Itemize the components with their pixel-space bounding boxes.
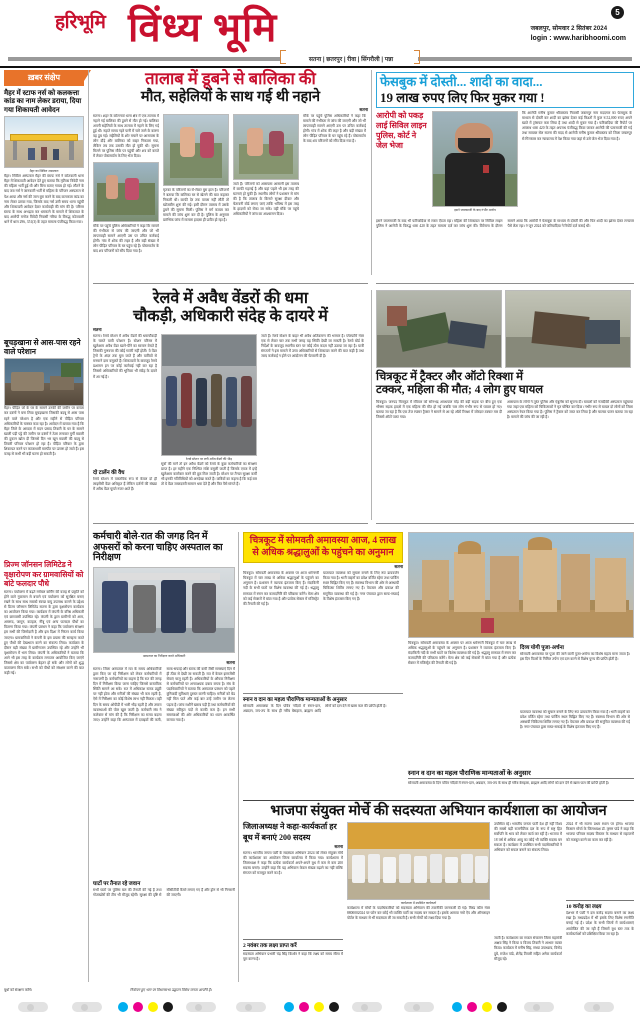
masthead-meta (531, 24, 626, 42)
lead-headline-line2[interactable]: मौत, सहेलियों के साथ गई थी नहाने (140, 89, 321, 106)
hospital-inspection-story (93, 532, 235, 918)
registration-dot-cyan (284, 1002, 294, 1012)
sidebar-divider (88, 70, 89, 982)
facebook-headline-line1[interactable]: फेसबुक में दोस्ती... शादी का वादा... (380, 74, 543, 89)
bjp-col-2: कार्यशाला में मोर्चों के पदाधिकारियों को सदस्यता अभियान की तकनीकी जानकारी दी गई। मिस्ड कॉल नंबर 8800002024 पर फोन कर कोई भी व्यक्ति पार्टी का सदस्य बन सकता है। इसके अलावा नमो ऐप और ऑनलाइन पोर्टल के माध्यम से भी सदस्यता ली जा सकती है। सभी मोर्चों को लक्ष्य दिया गया है। (347, 906, 490, 921)
railway-station-photo (161, 334, 257, 456)
railway-byline: सतना (93, 326, 102, 332)
somvati-col-2: यातायात व्यवस्था को सुचारु बनाने के लिए रूट डायवर्जन किया गया है। भारी वाहनों का प्रवेश वर्जित रहेगा तथा पार्किंग स्थल चिह्नित किए गए हैं। स्वास्थ्य विभाग की ओर से अस्थायी चिकित्सा शिविर लगाए गए हैं। पेयजल और प्रकाश की समुचित व्यवस्था की गई है। नगर पंचायत द्वारा साफ-सफाई के विशेष इंतजाम किए गए हैं। (323, 571, 399, 601)
registration-pill (524, 1002, 554, 1012)
facebook-headline-line2[interactable]: 19 लाख रुपए लिए फिर मुकर गया ! (380, 89, 545, 105)
lead-bottom-rule (93, 283, 368, 284)
facebook-kicker: आरोपी को पकड़ लाई सिविल लाइन पुलिस, कोर्ट ने जेल भेजा (376, 111, 427, 151)
somvati-photo-body: चित्रकूट। सोमवती अमावस्या के अवसर पर आज धर्मनगरी चित्रकूट में चार लाख से अधिक श्रद्धालुओं के पहुंचने का अनुमान है। प्रशासन ने व्यापक इंतजाम किए हैं। मंदाकिनी नदी के सभी घाटों पर विशेष व्यवस्था की गई है। श्रद्धालु रामघाट में स्नान कर कामदगिरि की परिक्रमा करेंगे। मेला क्षेत्र को कई सेक्टरों में बांटा गया है और प्रत्येक सेक्टर में मजिस्ट्रेट की तैनाती की गई है। (408, 641, 516, 666)
bjp-photo-caption: कार्यशाला में उपस्थित कार्यकर्ता (400, 901, 437, 906)
railway-col-2: सूत्रों की मानें तो इन अवैध वेंडरों को रेलवे के कुछ कर्मचारियों का संरक्षण प्राप्त है। हर महीने एक निश्चित राशि वसूली जाती है जिसके एवज में इन्हें खुलेआम कारोबार करने की छूट मिल जाती है। स्टेशन पर तैनात सुरक्षा कर्मी भी इनकी गतिविधियों को अनदेखा करते हैं। यात्रियों का कहना है कि कई बार तो ये वेंडर जबरदस्ती सामान थमा देते हैं और फिर पैसे मांगते हैं। (161, 461, 257, 487)
bjp-subhead-a: 2 नवंबर तक लक्ष्य प्राप्त करें (243, 939, 343, 951)
bjp-membership-story (243, 800, 634, 996)
sidebar-photo-2 (4, 358, 84, 406)
masthead-rule-right (418, 57, 632, 61)
sidebar-headline-3[interactable]: प्रिज्म जॉनसन लिमिटेड ने वृक्षारोपण कर ग्रामवासियों को बांटे फलदार पौधे (4, 560, 84, 588)
facebook-bottom-rule (376, 283, 634, 284)
lead-photo-2 (163, 114, 229, 186)
bracket-left-icon (280, 50, 286, 64)
bracket-right-icon (414, 50, 420, 64)
page-number-badge: 5 (611, 6, 624, 19)
lead-facebook-divider (371, 70, 372, 275)
hospital-right-divider (238, 532, 239, 982)
hospital-subhead: घाटों पर तैनात रहे जवान (93, 880, 141, 887)
hospital-body: सतना। जिला अस्पताल में रात के समय अधिकारियों द्वारा किए जा रहे निरीक्षण को लेकर कर्मचारियों में नाराजगी है। कर्मचारियों का कहना है कि रात की जगह दिन में निरीक्षण किया जाना चाहिए जिससे वास्तविक स्थिति सामने आ सके। रात में अधिकांश स्टाफ ड्यूटी पर नहीं होता और मरीजों की संख्या भी कम रहती है, ऐसे में निरीक्षण का कोई विशेष लाभ नहीं मिलता। वहीं दिन के समय ओपीडी में भारी भीड़ रहती है और तमाम व्यवस्थाओं की पोल खुल जाती है। कर्मचारी संघ ने कलेक्टर से मांग की है कि निरीक्षण का समय बदला जाए। उन्होंने कहा कि अस्पताल में दवाइयों की कमी, साफ-सफाई और स्टाफ की कमी जैसी समस्याएं दिन में ही ठीक से देखी जा सकती हैं। रात में केवल इमरजेंसी सेवाएं चालू रहती हैं। अधिकारियों के औचक निरीक्षण से कर्मचारियों पर अनावश्यक दबाव बनता है। संघ के पदाधिकारियों ने बताया कि अस्पताल प्रबंधन को पहले बुनियादी सुविधाएं दुरुस्त करनी चाहिए। मरीजों को बेड नहीं मिल पाते और कई बार उन्हें जमीन पर लेटना पड़ता है। जांच मशीनें खराब पड़ी हैं तथा कर्मचारियों की संख्या स्वीकृत पदों से काफी कम है। इन सभी समस्याओं की ओर अधिकारियों का ध्यान आकर्षित कराया गया है। (93, 666, 235, 722)
edition-list: सतना | छतरपुर | रीवा | सिंगरौली | पन्ना (308, 57, 394, 63)
footer-note-right: निर्वाचन हुए भाग पर विधानसभा उद्घाटन विरोध जनता आपत्ति है। (130, 987, 212, 992)
somvati-sub-snan-text: सोमवती अमावस्या के दिन पवित्र नदियों में स्नान-दान, अन्नदान, जप-तप के साथ ही गरीब बेसहारा, ब्राह्मण आदि लोगों को दान देने से खास फल की प्राप्ति होती है। (408, 781, 610, 785)
registration-dot-magenta (299, 1002, 309, 1012)
lead-story (93, 70, 368, 314)
sidebar-news-briefs (4, 70, 84, 890)
sidebar-photo-1 (4, 116, 84, 168)
railway-headline-line2[interactable]: चौकड़ी, अधिकारी संदेह के दायरे में (133, 307, 328, 325)
hospital-headline[interactable]: कर्मचारी बोले-रात की जगह दिन में अफसरों को करना चाहिए अस्पताल का निरीक्षण (93, 532, 223, 564)
sidebar-caption-1: मैहर का सिविल अस्पताल (29, 169, 59, 174)
bjp-subhead: जिलाअध्यक्ष ने कहा-कार्यकर्ता हर बूथ में बनाएं 200 सदस्य (243, 822, 337, 842)
bjp-col-4: जाती है। कार्यशाला का सफल संचालन जिला महामंत्री अक्षय सिंह ने किया व विजय तिवारी ने आभार व्यक्त किया। कार्यक्रम में मनीष सिंह, संध्या उपाध्याय, विनोद दुबे, राजेश पांडे, शैलेंद्र तिवारी सहित अनेक कार्यकर्ता मौजूद रहे। (494, 936, 562, 961)
somvati-photo-block (408, 532, 634, 803)
facebook-col-left: इसने जालसाजी के बाद भी फरियादिया से रकम ऐंठता रहा। महिला की शिकायत पर सिविल लाइन पुलिस ने आरोपी के विरुद्ध धारा 420 के तहत मामला दर्ज कर जांच शुरू की। विवेचना के दौरान सामने आया कि आरोपी ने फेसबुक के माध्यम से दोस्ती की और फिर शादी का झांसा देकर लगातार पैसे लेता रहा। 9 जून 2024 को फरियादिया ने रिपोर्ट दर्ज कराई थी। (376, 219, 634, 229)
somvati-headline-box (243, 532, 403, 563)
railway-headline-line1[interactable]: रेलवे में अवैध वेंडरों की धमा (153, 290, 308, 307)
registration-pill (584, 1002, 614, 1012)
somvati-sub-snan: स्नान व दान का महत्व पौराणिक मान्यताओं के अनुसार (408, 768, 634, 779)
registration-pill (186, 1002, 216, 1012)
footer-note-left: बूथों को संरक्षण करेंगे। (4, 987, 33, 992)
lead-photo-1 (93, 162, 159, 222)
registration-dot-black (163, 1002, 173, 1012)
railway-photo-caption: रेलवे स्टेशन पर लगी अवैध वेंडरों की भीड़ (186, 456, 232, 461)
facebook-photo-caption: इसने जालसाजी के बाद गंभीर आरोप (454, 208, 496, 213)
registration-pill (236, 1002, 266, 1012)
registration-dot-black (497, 1002, 507, 1012)
bjp-col-1: सतना। भारतीय जनता पार्टी के सदस्यता अभियान 2024 को लेकर संयुक्त मोर्चे की कार्यशाला का आयोजन जिला कार्यालय में किया गया। कार्यशाला में जिलाध्यक्ष ने कहा कि प्रत्येक कार्यकर्ता अपने-अपने बूथ में कम से कम 200 सदस्य बनाएं। उन्होंने कहा कि यह अभियान केवल संख्या बढ़ाने का नहीं बल्कि संगठन को मजबूत करने का है। (243, 851, 343, 876)
lead-photo-3 (233, 114, 299, 180)
registration-dot-yellow (148, 1002, 158, 1012)
railway-vendors-story (93, 290, 368, 531)
registration-dot-cyan (452, 1002, 462, 1012)
facebook-headline-box (376, 72, 634, 108)
somvati-side-head: दिव्य योगी पूजा-अर्चना (520, 645, 564, 651)
publication-date: जबलपुर, सोमवार 2 सितंबर 2024 (530, 26, 608, 32)
registration-pill (72, 1002, 102, 1012)
cmyk-registration-bar (0, 999, 640, 1015)
accident-col-2: आसपास के लोगों ने तुरंत पुलिस और एंबुलेंस को सूचना दी। घायलों को नजदीकी अस्पताल पहुंचाया गया जहां एक महिला को चिकित्सकों ने मृत घोषित कर दिया। गंभीर रूप से घायल दो लोगों को जिला अस्पताल रेफर किया गया है। पुलिस ने ट्रैक्टर को जब्त कर लिया है और चालक फरार बताया जा रहा है। मामले की जांच की जा रही है। (507, 399, 633, 420)
registration-dot-magenta (467, 1002, 477, 1012)
somvati-headline[interactable]: चित्रकूट में सोमवती अमावस्या आज, 4 लाख से अधिक श्रद्धालुओं के पहुंचने का अनुमान (249, 536, 397, 558)
sidebar-body-1: मैहर। सिविल अस्पताल मैहर की स्टाफ नर्स ने कोतवाली थाना मैहर में शिकायती आवेदन देते हुए बताया कि मृतिका त्रिवेदी नाम की महिला भर्ती हुई थी और बिना बताए गायब हो गई। लौटने के बाद जब नर्स ने जानकारी भर्ती से महिला के परिजन अस्पताल से पेश आया और नर्स की जान बुरा करने के बाद कलकत्ता कांड का नाम लेकर डराया गया, जिसके बाद नर्स उसी समय थाना पहुंची और शिकायती आवेदन देकर कार्यवाही की मांग की है। परिसर स्टाफ के साथ अभद्रता कर धमकाने के मामले में शिकायत के बाद आरोपी मनोज त्रिवेदी निवासी नरिया के विरुद्ध कोतवाली थाने में धारा 296, 351(3) के तहत मामला पंजीबद्ध किया गया। (4, 174, 84, 225)
accident-col-1: चित्रकूट। जनपद चित्रकूट में रविवार को सोनभद्र अवधपाल मोड़ की बड़ी सड़क पर बीच हुए एक भीषण सड़क हादसे में एक महिला की मौत हो गई जबकि चार लोग गंभीर रूप से घायल हो गए। बताया जा रहा है कि एक तेज रफ्तार ट्रैक्टर ने सामने से आ रहे ऑटो रिक्शा में जोरदार टक्कर मार दी जिससे ऑटो पलट गया। (376, 399, 502, 420)
bjp-subhead-b-text: देशभर में पार्टी ने दस करोड़ सदस्य बनाने का लक्ष्य रखा है। मध्यप्रदेश में भी इसके लिए विशेष रणनीति बनाई गई है। प्रदेश के सभी जिलों में कार्यशालाएं आयोजित की जा रही हैं जिसमें बूथ स्तर तक के कार्यकर्ताओं को प्रशिक्षित किया जा रहा है। (566, 911, 634, 936)
bjp-col-3: उपस्थित रहे। भारतीय जनता पार्टी देश ही नहीं विश्व की सबसे बड़ी राजनीतिक दल के रूप में राष्ट्र हित सर्वोपरि के भाव को लेकर कार्य कर रही है। भाजपा में 18 वर्ष से अधिक आयु का कोई भी व्यक्ति सदस्य बन सकता है। कार्यक्रम में उपस्थित सभी पदाधिकारियों ने अभियान को सफल बनाने का संकल्प लिया। (494, 822, 562, 852)
registration-dot-cyan (118, 1002, 128, 1012)
somvati-amavasya-story (243, 532, 403, 744)
somvati-subhead-text: सोमवती अमावस्या के दिन पवित्र नदियों में स्नान-दान, अन्नदान, जप-तप के साथ ही गरीब बेसहारा, ब्राह्मण आदि लोगों को दान देने से खास फल की प्राप्ति होती है। (243, 704, 387, 714)
registration-dot-yellow (482, 1002, 492, 1012)
railway-subhead-1: दो टालेंन की वैध (93, 469, 125, 476)
railway-bottom-rule (93, 523, 368, 524)
registration-dot-black (329, 1002, 339, 1012)
hospital-photo (93, 567, 235, 653)
lead-col-4: मौके पर पहुंचे पुलिस अधिकारियों ने कहा कि मामले की गंभीरता से जांच की जाएगी और जो भी लापरवाही सामने आएगी उस पर उचित कार्रवाई होगी। गांव में शोक की लहर है और बड़ी संख्या में लोग पीड़ित परिवार के घर पहुंच रहे हैं। पोस्टमार्टम के बाद शव परिजनों को सौंप दिया गया है। (303, 113, 366, 144)
registration-pill (404, 1002, 434, 1012)
bjp-byline: सतना (334, 844, 343, 850)
page-title: विंध्य भूमि (128, 5, 278, 50)
somvati-byline: सतना (394, 564, 403, 570)
haribhoomi-logo: हरिभूमि (55, 12, 106, 33)
hospital-body-2: सभी घाटों पर पुलिस बल की तैनाती की गई है तथा गोताखोरों की टीम भी मौजूद रहेगी। सुरक्षा की दृष्टि से सीसीटीवी कैमरे लगाए गए हैं और ड्रोन से भी निगरानी की जाएगी। (93, 887, 235, 897)
railway-right-divider (371, 290, 372, 520)
lead-col-2: मृतका के परिजनों का रो-रोकर बुरा हाल है। परिजनों ने बताया कि बालिका घर से खेलने की बात कहकर निकली थी। काफी देर तक वापस नहीं लौटी तो खोजबीन शुरू की गई। इसी दौरान तालाब में उसके डूबने की सूचना मिली। पुलिस ने मर्ग कायम कर मामले की जांच शुरू कर दी है। पुलिस के अनुसार प्रारंभिक जांच में मामला हादसा ही प्रतीत हो रहा है। (163, 187, 229, 223)
registration-dot-yellow (314, 1002, 324, 1012)
registration-dot-magenta (133, 1002, 143, 1012)
facebook-col-right: कि आरोपी मनीष कुमार श्रीवास्तव निवासी जबलपुर नाम मददगार का फेसबुक के माध्यम से दोस्ती कर शादी का झांसा देकर कई किश्तों में कुल रु.52,000 रुपए अपने खाते में ट्रांसफर करा लिया है तथा शादी से मुकर गया है। फरियादिया की रिपोर्ट पर अपराध धारा 420 के तहत अपराध पंजीबद्ध किया जाकर आरोपी की पतासाजी की गई तथा सायबर सेल सतना की मदद से आरोपी मनीष कुमार श्रीवास्तव को जिला जबलपुर से गिरफ्तार कर न्यायालय में पेश किया गया जहां से उसे जेल भेज दिया गया है। (522, 111, 632, 141)
somvati-subhead: स्नान व दान का महत्व पौराणिक मान्यताओं के अनुसार (243, 693, 403, 703)
facebook-fraud-story (376, 72, 634, 283)
registration-pill (352, 1002, 382, 1012)
accident-bottom-rule (376, 523, 634, 524)
sidebar-headline-2[interactable]: बूचड़खाना से आस-पास रहने वाले परेशान (4, 338, 81, 357)
registration-pill (18, 1002, 48, 1012)
somvati-side-text: सोमवती अमावस्या पर पूजा की जाने वाली पूजा-अर्चना का विशेष महत्व माना जाता है। इस दिन पितरों के निमित्त तर्पण एवं दान करने से विशेष पुण्य की प्राप्ति होती है। (520, 652, 630, 662)
lead-byline: सतना (359, 106, 368, 112)
somvati-col-2-cont: यातायात व्यवस्था को सुचारु बनाने के लिए रूट डायवर्जन किया गया है। भारी वाहनों का प्रवेश वर्जित रहेगा तथा पार्किंग स्थल चिह्नित किए गए हैं। स्वास्थ्य विभाग की ओर से अस्थायी चिकित्सा शिविर लगाए गए हैं। पेयजल और प्रकाश की समुचित व्यवस्था की गई है। नगर पंचायत द्वारा साफ-सफाई के विशेष इंतजाम किए गए हैं। (520, 710, 630, 730)
railway-col-4: जाते हैं। रेलवे स्टेशन के बाहर भी अवैध अतिक्रमण की भरमार है। प्लेटफॉर्म नंबर एक से लेकर चार तक सभी जगह यह स्थिति देखी जा सकती है। रेलवे बोर्ड के निर्देशों के बावजूद स्थानीय स्तर पर कोई ठोस कदम नहीं उठाया जा रहा है। यात्री संगठनों ने इस मामले में उच्च अधिकारियों से शिकायत करने की बात कही है तथा जल्द कार्रवाई न होने पर आंदोलन की चेतावनी दी है। (261, 333, 364, 359)
railway-col-3: रेलवे स्टेशन में वास्तविक रूप से केवल दो ही लाइसेंसी वेंडर अधिकृत हैं लेकिन दर्जनों की संख्या में अवैध वेंडर घूमते नजर आते हैं। (93, 476, 157, 491)
railway-col-1: सतना। रेलवे स्टेशन में अवैध वेंडरों की धमाचौकड़ी के चलते यात्री परेशान हैं। स्टेशन परिसर में खुलेआम अवैध वेंडर खाने-पीने का सामान बेचते हैं जिसकी गुणवत्ता की कोई गारंटी नहीं होती। ये वेंडर ट्रेनों के अंदर तक घुस जाते हैं और यात्रियों से मनमाने दाम वसूलते हैं। शिकायतों के बावजूद रेलवे प्रशासन इन पर कोई कार्रवाई नहीं कर रहा है जिससे अधिकारियों की भूमिका भी संदेह के दायरे में आ गई है। (93, 333, 157, 379)
website-url[interactable]: login : www.haribhoomi.com (530, 35, 626, 42)
sidebar-headline-1[interactable]: मैहर में स्टाफ नर्स को कलकत्ता कांड का नाम लेकर डराया, दिया गया शिकायती आवेदन (4, 89, 82, 114)
bjp-col-5: 2024 में भी सतना प्रथम स्थान पर होगा। भाजपा किसान मोर्चा के जिलाध्यक्ष डॉ. कृष्ण पांडे ने कहा कि भाजपा परिवार सदस्य विस्तार के माध्यम से महाजनों को मजबूत करने का काम कर रही है। (566, 822, 634, 842)
bjp-subhead-b: 10 करोड़ का लक्ष्य (566, 900, 634, 910)
ramghat-temple-photo (408, 532, 634, 638)
somvati-col-1: चित्रकूट। सोमवती अमावस्या के अवसर पर आज धर्मनगरी चित्रकूट में चार लाख से अधिक श्रद्धालुओं के पहुंचने का अनुमान है। प्रशासन ने व्यापक इंतजाम किए हैं। मंदाकिनी नदी के सभी घाटों पर विशेष व्यवस्था की गई है। श्रद्धालु रामघाट में स्नान कर कामदगिरि की परिक्रमा करेंगे। मेला क्षेत्र को कई सेक्टरों में बांटा गया है और प्रत्येक सेक्टर में मजिस्ट्रेट की तैनाती की गई है। (243, 571, 319, 606)
lead-col-1b: मौके पर पहुंचे पुलिस अधिकारियों ने कहा कि मामले की गंभीरता से जांच की जाएगी और जो भी लापरवाही सामने आएगी उस पर उचित कार्रवाई होगी। गांव में शोक की लहर है और बड़ी संख्या में लोग पीड़ित परिवार के घर पहुंच रहे हैं। पोस्टमार्टम के बाद शव परिजनों को सौंप दिया गया है। (93, 223, 159, 254)
header-divider (0, 66, 640, 68)
lead-col-3: जाते हैं। परिजनों को आसपास आसानी इस तालाब में काफी गहराई है और यहां पहले भी इस तरह की घटनाएं हो चुकी हैं। स्थानीय लोगों ने प्रशासन से मांग की है कि तालाब के किनारे सुरक्षा दीवार और चेतावनी बोर्ड लगाए जाएं ताकि भविष्य में इस तरह के हादसों को रोका जा सके। वहीं मौके पर पहुंचे अधिकारियों ने जांच का आश्वासन दिया। (233, 181, 299, 217)
accident-photo-1 (376, 290, 502, 368)
lead-headline-line1[interactable]: तालाब में डूबने से बालिका की (145, 69, 316, 88)
briefs-banner: ख़बर संक्षेप (4, 70, 84, 86)
accident-headline-line1[interactable]: चित्रकूट में ट्रैक्टर और ऑटो रिक्शा में (376, 371, 524, 383)
masthead (0, 0, 640, 63)
accident-photo-2 (505, 290, 631, 368)
bjp-workshop-photo (347, 822, 490, 900)
lead-col-1: सतना। शहर के कोलगवां थाना क्षेत्र में एक तालाब में नहाने गई बालिका की डूबने से मौत हो गई। बालिका अपनी सहेलियों के साथ तालाब में नहाने के लिए गई हुई थी। नहाते समय गहरे पानी में चले जाने के कारण वह डूब गई। सहेलियों के शोर मचाने पर आसपास के लोग दौड़े और बालिका को बाहर निकाला गया, लेकिन तब तक उसकी मौत हो चुकी थी। सूचना मिलने पर पुलिस मौके पर पहुंची और शव को कब्जे में लेकर पोस्टमार्टम के लिए भेज दिया। (93, 113, 159, 159)
sidebar-body-2: मैहर। पीड़ित जो के घर के सामने उनकी की जमीन पर कब्जा कर दबंगों ने बना लिया बूचड़खाना जिसकी बदबू से आस पास रहने वाले परेशान है और एक महीने से पीड़ित परिवार अधिकारियों के चक्कर काट रहा है। आवेदन में बताया गया है कि मैहर जिले के अमदरा में मदन प्रसाद तिवारी के घर के सामने खाली पड़ी पट्टे की जमीन पर दबंगों ने ठेला लगाकर मुर्गी मछली की दुकान खोल दी जिससे दिन भर खून मछली की बदबू से तिवारी परिवार परेशान हो रहा है। पीड़ित परिवार के द्वारा शिकायत करने पर कब्जाधारी मारपीट पर उतारू हो जाते हैं। इस वजह से कभी भी बड़ी घटना हो सकती है। (4, 406, 84, 457)
accident-headline-line2[interactable]: टक्कर, महिला की मौत; 4 लोग हुए घायल (376, 383, 544, 396)
masthead-rule-left (8, 57, 280, 61)
hospital-photo-caption: अस्पताल का निरीक्षण करते अधिकारी (142, 653, 186, 658)
facebook-accused-photo (432, 111, 518, 207)
bjp-subhead-a-text: सदस्यता अभियान प्रभारी चंद्र सिंह किशोर ने कहा कि लक्ष्य को समय सीमा में पूरा करना है। (243, 952, 343, 962)
chitrakoot-accident-story (376, 290, 634, 512)
bjp-headline[interactable]: भाजपा संयुक्त मोर्चे की सदस्यता अभियान कार्यशाला का आयोजन (243, 800, 634, 819)
hospital-byline: सतना (226, 659, 235, 665)
sidebar-body-3: सतना। पर्यावरण में बढ़ते ग्लोबल वार्मिंग की वजह से प्रकृति को होने वाले नुकसान से बचाने एवं पर्यावरण को सुरक्षित बनाए रखने के साथ साथ सबको स्वच्छ वायु उपलब्ध कराने के उद्देश्य से प्रिज्म जॉनसन लिमिटेड सतना के द्वारा वृक्षारोपण कार्यक्रम का आयोजन किया गया। कार्यक्रम में कंपनी के वरिष्ठ अधिकारी एवं ग्रामवासी उपस्थित रहे। कंपनी के द्वारा ग्रामीणों को आम, अमरूद, जामुन, कटहल, नींबू एवं अन्य फलदार पौधों का वितरण किया गया। कंपनी प्रबंधन ने कहा कि पर्यावरण संरक्षण हम सभी की जिम्मेदारी है और इस दिशा में निरंतर कार्य किया जाएगा। ग्रामवासियों ने कंपनी के इस प्रयास की सराहना करते हुए पौधों की देखभाल करने का संकल्प लिया। कार्यक्रम के दौरान बड़ी संख्या में ग्रामीणजन उपस्थित रहे और उन्होंने भी वृक्षारोपण में भाग लिया। कंपनी के अधिकारियों ने बताया कि आगे भी इस तरह के कार्यक्रम लगातार आयोजित किए जाएंगे जिससे क्षेत्र का पर्यावरण बेहतर हो सके और लोगों को शुद्ध वातावरण मिल सके। सभी को पौधों को संरक्षण करने की बात कही गई। (4, 589, 84, 676)
